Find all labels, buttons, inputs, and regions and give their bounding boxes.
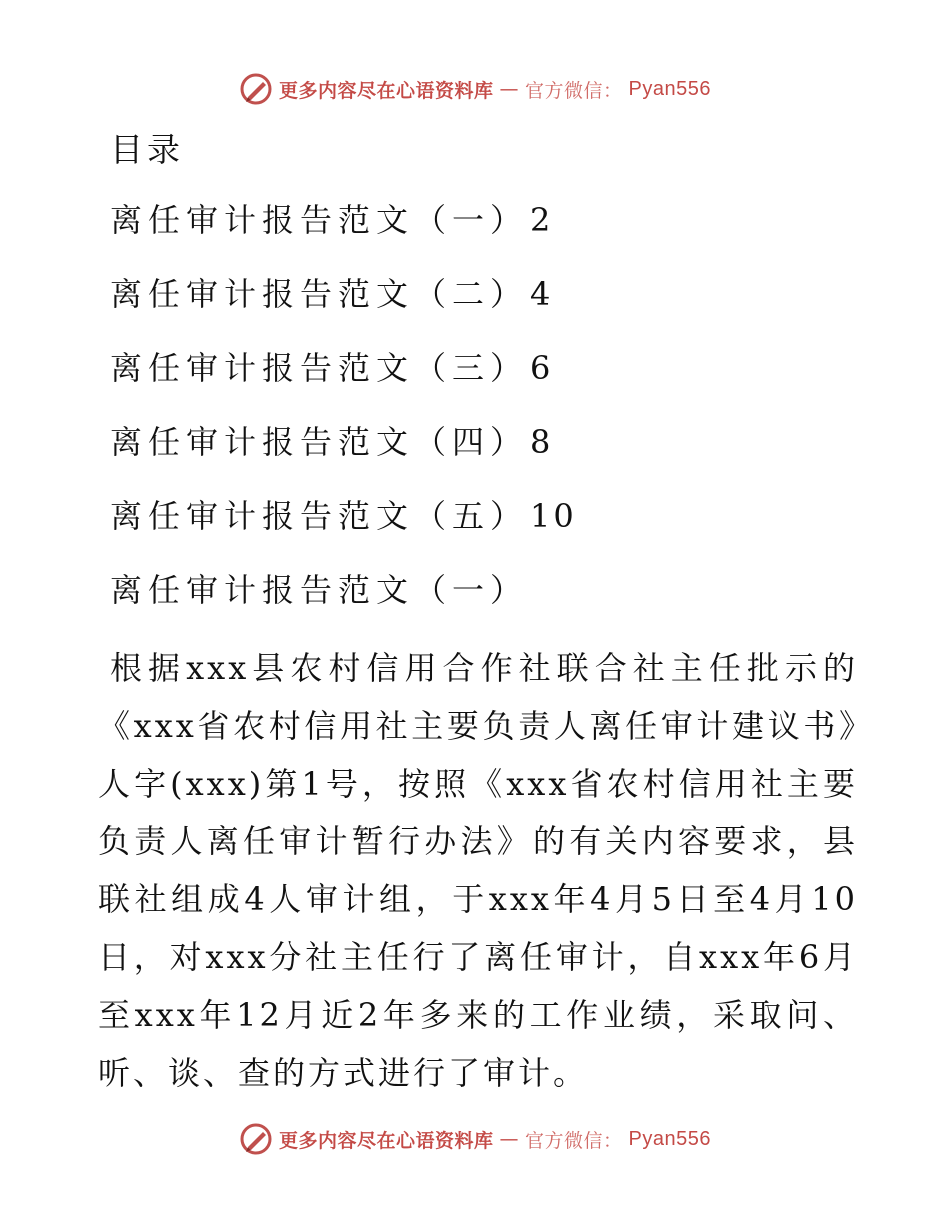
toc-item-label: 离任审计报告范文（五） <box>110 497 529 535</box>
section-paragraph: 根据xxx县农村信用合作社联合社主任批示的《xxx省农村信用社主要负责人离任审计建议书》人字(xxx)第1号，按照《xxx省农村信用社主要负责人离任审计暂行办法》的有关内容要求，县联社组成4人审计组，于xxx年4月5日至4月10日，对xxx分社主任行了离任审计，自xxx年6月至xxx年12月近2年多来的工作业绩，采取问、听、谈、查的方式进行了审计。 <box>98 649 858 1092</box>
section-heading: 离任审计报告范文（一） <box>110 571 529 609</box>
toc-item-label: 离任审计报告范文（三） <box>110 349 529 387</box>
toc-item[interactable] <box>110 269 577 343</box>
toc-item[interactable] <box>110 195 577 269</box>
watermark-label: 官方微信： <box>525 1129 623 1152</box>
toc-item-page: 6 <box>530 349 554 387</box>
toc-item[interactable] <box>110 417 577 491</box>
watermark-label: 官方微信： <box>525 79 623 102</box>
pen-logo-icon <box>239 1122 273 1156</box>
toc-list <box>110 195 577 565</box>
watermark-separator: — <box>499 1128 520 1150</box>
watermark-text: 更多内容尽在心语资料库 <box>279 79 494 102</box>
toc-title: 目录 <box>110 130 184 169</box>
watermark-separator: — <box>499 78 520 100</box>
toc-item-label: 离任审计报告范文（一） <box>110 201 529 239</box>
toc-item[interactable] <box>110 343 577 417</box>
watermark-id: Pyan556 <box>628 1127 711 1150</box>
toc-item-label: 离任审计报告范文（四） <box>110 423 529 461</box>
toc-item-label: 离任审计报告范文（二） <box>110 275 529 313</box>
toc-item-page: 8 <box>530 423 554 461</box>
watermark-footer <box>0 1122 950 1156</box>
toc-item[interactable] <box>110 491 577 565</box>
toc-item-page: 10 <box>530 497 577 535</box>
watermark-id: Pyan556 <box>628 77 711 100</box>
toc-item-page: 4 <box>530 275 554 313</box>
pen-logo-icon <box>239 72 273 106</box>
watermark-text: 更多内容尽在心语资料库 <box>279 1129 494 1152</box>
watermark-header <box>0 72 950 106</box>
toc-item-page: 2 <box>530 201 554 239</box>
